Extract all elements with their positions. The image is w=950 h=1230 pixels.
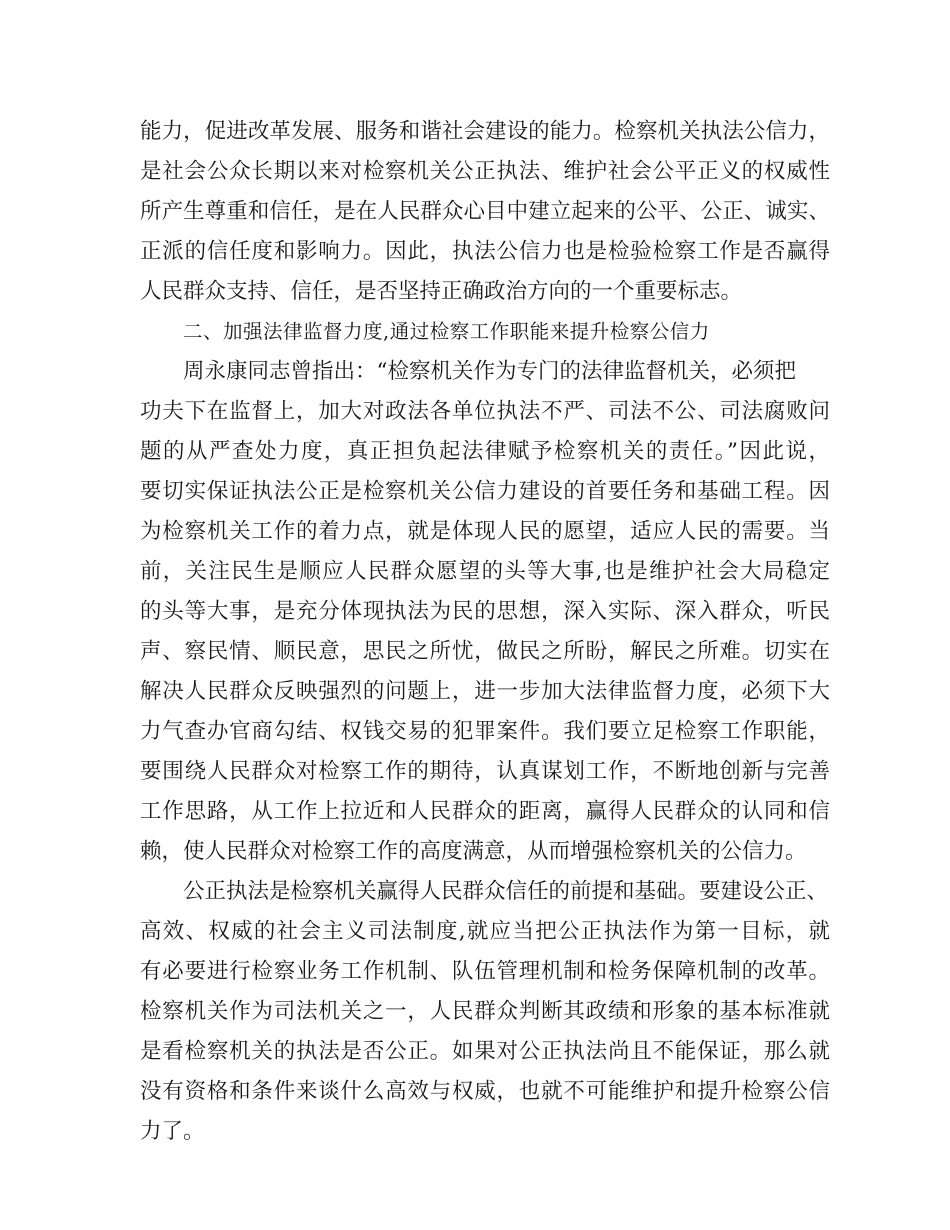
paragraph-3 bbox=[140, 872, 830, 1152]
text-line: 所产生尊重和信任，是在人民群众心目中建立起来的公平、公正、诚实、 bbox=[140, 199, 830, 224]
text-line: 公正执法是检察机关赢得人民群众信任的前提和基础。要建设公正、 bbox=[183, 879, 829, 904]
text-line: 高效、权威的社会主义司法制度,就应当把公正执法作为第一目标，就 bbox=[140, 919, 830, 944]
text-line: 力了。 bbox=[140, 1119, 205, 1144]
text-line: 功夫下在监督上，加大对政法各单位执法不严、司法不公、司法腐败问 bbox=[140, 399, 830, 424]
text-line: 题的从严查处力度，真正担负起法律赋予检察机关的责任。”因此说， bbox=[140, 439, 830, 464]
text-line: 有必要进行检察业务工作机制、队伍管理机制和检务保障机制的改革。 bbox=[140, 959, 830, 984]
text-line: 检察机关作为司法机关之一，人民群众判断其政绩和形象的基本标准就 bbox=[140, 999, 830, 1024]
text-line: 的头等大事，是充分体现执法为民的思想，深入实际、深入群众，听民 bbox=[140, 599, 830, 624]
paragraph-2 bbox=[140, 352, 830, 872]
text-line: 要围绕人民群众对检察工作的期待，认真谋划工作，不断地创新与完善 bbox=[140, 759, 830, 784]
text-line: 声、察民情、顺民意，思民之所忧，做民之所盼，解民之所难。切实在 bbox=[140, 639, 830, 664]
text-line: 周永康同志曾指出：“检察机关作为专门的法律监督机关，必须把 bbox=[183, 359, 796, 384]
text-line: 工作思路，从工作上拉近和人民群众的距离，赢得人民群众的认同和信 bbox=[140, 799, 830, 824]
text-line: 是社会公众长期以来对检察机关公正执法、维护社会公平正义的权威性 bbox=[140, 159, 830, 184]
text-line: 前，关注民生是顺应人民群众愿望的头等大事,也是维护社会大局稳定 bbox=[140, 559, 830, 584]
text-line: 没有资格和条件来谈什么高效与权威，也就不可能维护和提升检察公信 bbox=[140, 1079, 830, 1104]
text-line: 是看检察机关的执法是否公正。如果对公正执法尚且不能保证，那么就 bbox=[140, 1039, 830, 1064]
text-line: 人民群众支持、信任，是否坚持正确政治方向的一个重要标志。 bbox=[140, 279, 743, 304]
section-heading: 二、加强法律监督力度,通过检察工作职能来提升检察公信力 bbox=[183, 320, 710, 343]
text-line: 解决人民群众反映强烈的问题上，进一步加大法律监督力度，必须下大 bbox=[140, 679, 830, 704]
paragraph-1 bbox=[140, 112, 830, 312]
text-line: 正派的信任度和影响力。因此，执法公信力也是检验检察工作是否赢得 bbox=[140, 239, 830, 264]
text-line: 能力，促进改革发展、服务和谐社会建设的能力。检察机关执法公信力， bbox=[140, 119, 830, 144]
text-line: 赖，使人民群众对检察工作的高度满意，从而增强检察机关的公信力。 bbox=[140, 839, 807, 864]
text-line: 为检察机关工作的着力点，就是体现人民的愿望，适应人民的需要。当 bbox=[140, 519, 830, 544]
text-line: 力气查办官商勾结、权钱交易的犯罪案件。我们要立足检察工作职能， bbox=[140, 719, 830, 744]
text-line: 要切实保证执法公正是检察机关公信力建设的首要任务和基础工程。因 bbox=[140, 479, 830, 504]
document-body bbox=[140, 112, 830, 1152]
